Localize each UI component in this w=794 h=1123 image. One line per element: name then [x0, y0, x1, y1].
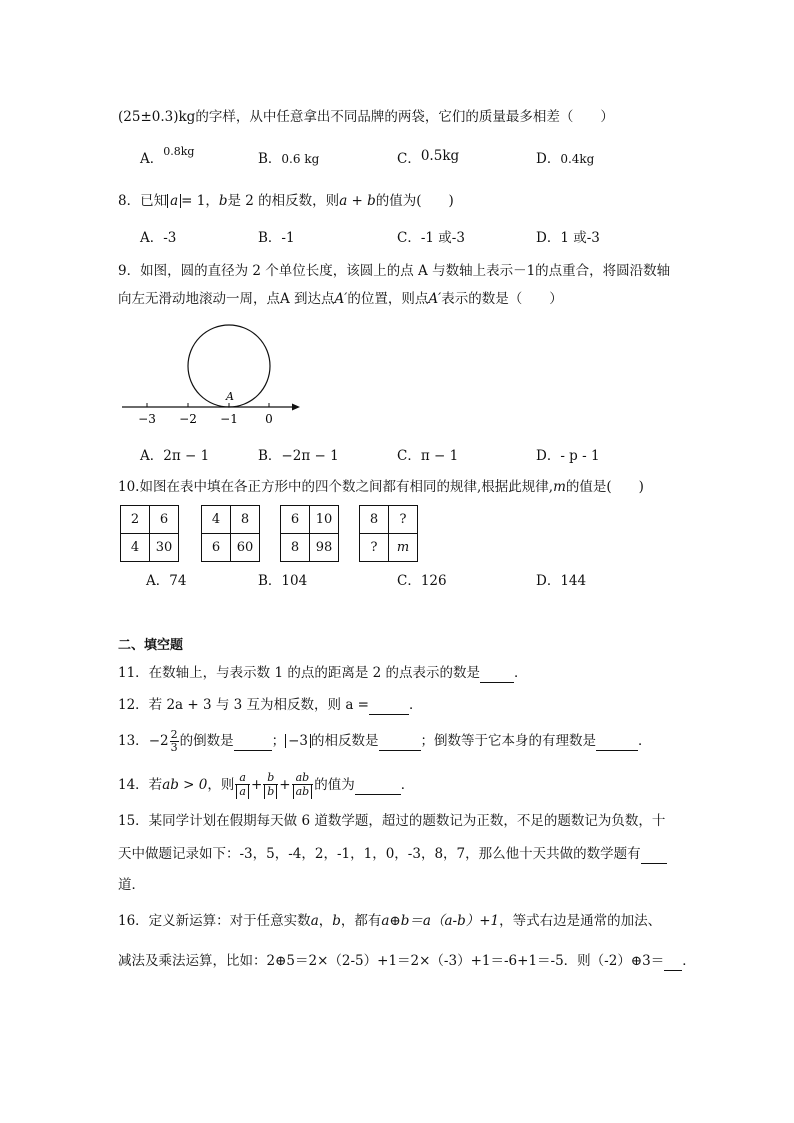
abs-denominator: ab [293, 785, 313, 799]
grid-cell: 60 [231, 534, 260, 562]
fraction-numerator: b [263, 772, 278, 785]
answer-blank[interactable] [641, 845, 667, 864]
q13-t1: 的倒数是 [179, 733, 234, 749]
fraction-denominator: 3 [170, 741, 178, 754]
q10-grid-1 [120, 505, 179, 562]
q10-grid-4 [359, 505, 418, 562]
q10-option-c: C．126 [397, 573, 447, 589]
q16-line1 [118, 912, 661, 930]
q8-expr: a + b [339, 193, 376, 209]
q10-option-b: B．104 [258, 573, 308, 589]
grid-cell: 2 [121, 506, 150, 534]
q10-option-d: D．144 [536, 573, 587, 589]
q8-option-a: A．-3 [140, 230, 177, 246]
q16-definition: a⊕b＝a（a-b）+1 [381, 913, 500, 929]
grid-cell: ? [360, 534, 389, 562]
answer-blank[interactable] [596, 732, 638, 751]
q9-a-prime: A′ [334, 291, 348, 307]
q9-a-prime: A′ [428, 291, 442, 307]
q10-grid-2 [201, 505, 260, 562]
grid-cell: ? [389, 506, 418, 534]
q8-option-c: C．-1 或-3 [397, 230, 465, 246]
abs-denominator: b [264, 785, 277, 799]
q16-line2-text: 减法及乘法运算，比如：2⊕5＝2×（2-5）+1＝2×（-3）+1＝-6+1＝-5．则（-2）⊕3＝ [118, 953, 665, 969]
option-letter: D． [536, 151, 561, 167]
q14-fraction-a [235, 772, 250, 799]
q13-t3: 的相反数是 [311, 733, 379, 749]
tick-label: 0 [265, 412, 273, 426]
q15-line3: 道． [118, 877, 145, 893]
q13-fraction [170, 729, 179, 754]
q13-t2: ； [271, 733, 286, 749]
grid-cell: 8 [281, 534, 310, 562]
fraction-denominator [235, 785, 250, 799]
q15-line2 [118, 845, 667, 864]
q16-text: ，等式右边是通常的加法、 [499, 913, 662, 929]
option-value: 0.8kg [163, 145, 195, 158]
option-letter: C． [397, 151, 421, 167]
tick-label: −2 [179, 412, 197, 426]
option-letter: B． [258, 151, 282, 167]
q8-option-d: D．1 或-3 [536, 230, 600, 246]
q10-grid-3 [280, 505, 339, 562]
tick-label: −1 [220, 412, 238, 426]
section-title: 二、填空题 [118, 638, 184, 653]
grid-cell: 4 [121, 534, 150, 562]
answer-blank[interactable] [379, 732, 421, 751]
q14-condition: ab > 0 [162, 777, 208, 793]
q13 [118, 729, 652, 754]
q9-number-line-figure [118, 322, 318, 434]
q11-end: ． [514, 665, 528, 681]
q14 [118, 772, 414, 799]
q7-option-c [397, 150, 459, 168]
q13-t4: ；倒数等于它本身的有理数是 [420, 733, 596, 749]
q9-stem-line2 [118, 290, 563, 308]
answer-blank[interactable] [480, 664, 514, 683]
q9-option-c: C．π − 1 [397, 448, 459, 464]
grid-cell: m [389, 534, 418, 562]
grid-cell: 30 [150, 534, 179, 562]
grid-cell: 4 [202, 506, 231, 534]
grid-cell: 6 [281, 506, 310, 534]
q9-line2c: 表示的数是（ ） [441, 291, 563, 307]
q9-line2b: 的位置，则点 [347, 291, 429, 307]
q16-text: ，都有 [340, 913, 382, 929]
q7-stem-text: 的字样，从中任意拿出不同品牌的两袋，它们的质量最多相差（ ） [195, 109, 614, 125]
q7-option-d [536, 150, 594, 168]
fraction-numerator: a [235, 772, 250, 785]
answer-blank[interactable] [369, 696, 409, 715]
grid-cell: 98 [310, 534, 339, 562]
q7-stem [118, 108, 614, 126]
option-value: 0.4kg [560, 152, 595, 166]
q14-text: 的值为 [314, 777, 355, 793]
q12-text: 12．若 2a + 3 与 3 互为相反数，则 a = [118, 697, 369, 713]
option-letter: A． [140, 151, 164, 167]
q16-text: 16．定义新运算：对于任意实数 [118, 913, 311, 929]
q15-line1: 15．某同学计划在假期每天做 6 道数学题，超过的题数记为正数，不足的题数记为负数，十 [118, 813, 666, 829]
q16-line2 [118, 952, 696, 971]
q8-option-b: B．-1 [258, 230, 295, 246]
q7-option-a [140, 145, 195, 169]
q8-eq: = 1， [181, 193, 219, 209]
q11 [118, 664, 528, 683]
q9-option-d: D．- p - 1 [536, 448, 600, 464]
q11-text: 11．在数轴上，与表示数 1 的点的距离是 2 的点表示的数是 [118, 665, 481, 681]
q7-option-b [258, 150, 319, 168]
grid-cell: 10 [310, 506, 339, 534]
q8-b: b [218, 193, 228, 209]
q8-end: 的值为( ) [375, 193, 454, 209]
tick-label: −3 [138, 412, 156, 426]
q9-option-a: A．2π − 1 [140, 448, 210, 464]
q13-abs-value: −3 [285, 734, 311, 748]
grid-cell: 8 [360, 506, 389, 534]
fraction-denominator [292, 785, 314, 799]
q9-line2a: 向左无滑动地滚动一周，点A 到达点 [118, 291, 335, 307]
option-value: 0.6 kg [281, 152, 320, 166]
arrow-right-icon [292, 404, 300, 411]
q9-stem-line1: 9．如图，圆的直径为 2 个单位长度，该圆上的点 A 与数轴上表示－1的点重合，将圆沿数轴 [118, 263, 671, 279]
q14-fraction-b [263, 772, 278, 799]
q16-sep: ， [318, 913, 333, 929]
option-value: 0.5kg [420, 148, 460, 164]
abs-denominator: a [236, 785, 249, 799]
answer-blank[interactable] [355, 776, 401, 795]
q14-then: ，则 [207, 777, 235, 793]
grid-cell: 6 [150, 506, 179, 534]
q7-range: (25±0.3)kg [118, 109, 196, 125]
grid-cell: 6 [202, 534, 231, 562]
fraction-numerator: 2 [170, 728, 178, 741]
plus-sign: + [250, 777, 263, 793]
q12 [118, 696, 423, 715]
q16-b: b [332, 913, 341, 929]
q14-number: 14．若 [118, 777, 163, 793]
fraction-numerator: ab [292, 772, 314, 785]
grid-cell: 8 [231, 506, 260, 534]
q10-option-a: A．74 [146, 573, 187, 589]
q14-fraction-ab [292, 772, 314, 799]
q12-end: ． [409, 697, 423, 713]
answer-blank[interactable] [234, 732, 272, 751]
q8-mid: 是 2 的相反数，则 [227, 193, 340, 209]
q8-number: 8．已知 [118, 193, 168, 209]
q16-a: a [310, 913, 319, 929]
q14-end: ． [400, 777, 415, 793]
q13-mixed-whole: −2 [148, 733, 169, 749]
point-a-label: A [226, 390, 234, 403]
q10-stem-text: 10.如图在表中填在各正方形中的四个数之间都有相同的规律,根据此规律, [118, 479, 554, 495]
q8-stem [118, 192, 454, 210]
q15-line2-text: 天中做题记录如下：-3，5，-4，2，-1，1，0，-3，8，7，那么他十天共做的数学题有 [118, 846, 641, 862]
q16-end: ． [682, 953, 696, 969]
q10-stem [118, 478, 644, 496]
q13-number: 13． [118, 733, 149, 749]
q10-m: m [553, 479, 566, 495]
plus-sign: + [279, 777, 291, 793]
fraction-denominator [263, 785, 278, 799]
q9-option-b: B．−2π − 1 [258, 448, 339, 464]
q10-stem-end: 的值是( ) [565, 479, 644, 495]
answer-blank[interactable] [664, 952, 682, 971]
q8-abs-a: a [167, 194, 181, 208]
q13-end: ． [638, 733, 652, 749]
